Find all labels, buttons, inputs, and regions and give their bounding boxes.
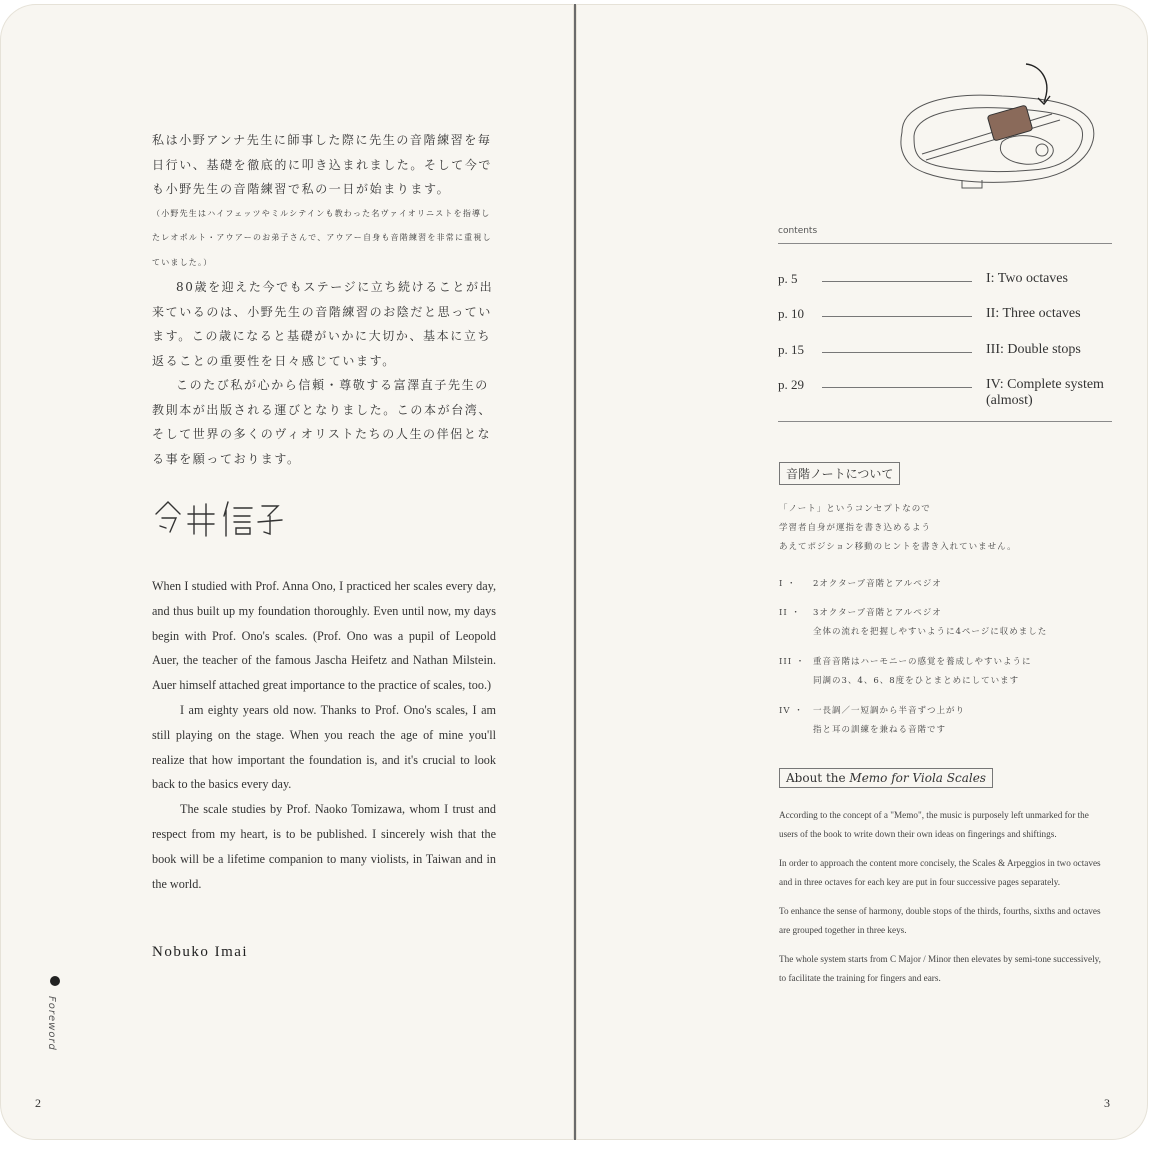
toc-title: II: Three octaves — [986, 306, 1081, 321]
toc-entry[interactable] — [778, 306, 1112, 328]
toc-title: IV: Complete system (almost) — [986, 377, 1104, 408]
english-notes — [779, 806, 1109, 998]
toc-page: p. 5 — [778, 271, 798, 286]
section-label: Foreword — [46, 996, 57, 1051]
toc-entry[interactable] — [778, 342, 1112, 364]
en-note-paragraph: The whole system starts from C Major / Minor then elevates by semi-tone successively, to facilitate the training for fingers and ears. — [779, 954, 1101, 983]
list-text: 一長調／一短調から半音ずつ上がり — [813, 706, 966, 716]
contents-label: contents — [778, 226, 818, 236]
author-name: Nobuko Imai — [152, 944, 249, 960]
en-paragraph: When I studied with Prof. Anna Ono, I practiced her scales every day, and thus built up my foundation thoroughly. Even until now, my days begin with Prof. Ono's scales. (Prof. Ono was a pupil of Leopold Auer, the teacher of the famous Jascha Heifetz and Nathan Milstein. Auer himself attached great importance to the practice of scales, too.) — [152, 579, 496, 693]
toc-entry[interactable] — [778, 377, 1112, 408]
toc-page: p. 15 — [778, 342, 804, 357]
jp-list-item — [779, 575, 1109, 594]
list-number: III ・ — [779, 657, 806, 667]
section-dot-icon — [50, 976, 60, 986]
toc-leader-line — [822, 316, 972, 317]
page-gutter — [574, 4, 576, 1140]
viola-case-illustration-icon — [892, 62, 1102, 192]
list-text: 2オクターブ音階とアルペジオ — [813, 579, 942, 589]
list-text: 重音音階はハーモニーの感覚を養成しやすいように — [813, 657, 1032, 667]
toc-title: I: Two octaves — [986, 271, 1068, 286]
jp-paragraph: 私は小野アンナ先生に師事した際に先生の音階練習を毎日行い、基礎を徹底的に叩き込まれました。そして今でも小野先生の音階練習で私の一日が始まります。 — [152, 133, 493, 196]
jp-list-item — [779, 702, 1109, 740]
toc-page: p. 29 — [778, 377, 804, 392]
jp-section-heading: 音階ノートについて — [779, 462, 900, 485]
handwritten-signature — [150, 492, 290, 540]
jp-list-item — [779, 604, 1109, 642]
jp-intro-line: あえてポジション移動のヒントを書き入れていません。 — [779, 542, 1017, 552]
jp-intro-line: 「ノート」というコンセプトなので — [779, 504, 931, 514]
jp-paragraph: 80歳を迎えた今でもステージに立ち続けることが出来ているのは、小野先生の音階練習のお陰だと思っています。この歳になると基礎がいかに大切か、基本に立ち返ることの重要性を日々感じています。 — [152, 280, 494, 368]
japanese-foreword — [152, 128, 497, 471]
heading-text: About the — [786, 771, 850, 785]
list-text: 3オクターブ音階とアルペジオ — [813, 608, 942, 618]
toc-page: p. 10 — [778, 306, 804, 321]
toc-leader-line — [822, 387, 972, 388]
list-number: I ・ — [779, 579, 797, 589]
list-number: II ・ — [779, 608, 801, 618]
list-text: 同調の3、4、6、8度をひとまとめにしています — [813, 676, 1020, 686]
divider-line — [778, 243, 1112, 244]
en-section-heading — [779, 768, 993, 788]
list-text: 指と耳の訓練を兼ねる音階です — [813, 725, 947, 735]
en-paragraph: I am eighty years old now. Thanks to Prof. Ono's scales, I am still playing on the stage. When you reach the age of mine you'll realize that how important the foundation is, and it's crucial to look back to the basics every day. — [152, 702, 496, 792]
heading-italic-text: Memo for Viola Scales — [849, 771, 986, 785]
english-foreword — [152, 574, 496, 896]
list-number: IV ・ — [779, 706, 804, 716]
jp-intro — [779, 500, 1109, 557]
divider-line — [778, 421, 1112, 422]
en-note-paragraph: According to the concept of a "Memo", the music is purposely left unmarked for the users of the book to write down their own ideas on fingerings and shiftings. — [779, 810, 1089, 839]
jp-note: （小野先生はハイフェッツやミルシテインも教わった名ヴァイオリニストを指導したレオポルト・アウアーのお弟子さんで、アウアー自身も音階練習を非常に重視していました。） — [152, 208, 492, 267]
page-number-left: 2 — [35, 1096, 41, 1110]
list-text: 全体の流れを把握しやすいように4ページに収めました — [813, 627, 1048, 637]
jp-intro-line: 学習者自身が運指を書き込めるよう — [779, 523, 932, 533]
en-note-paragraph: In order to approach the content more concisely, the Scales & Arpeggios in two octaves and in three octaves for each key are put in four successive pages separately. — [779, 858, 1101, 887]
jp-paragraph: このたび私が心から信頼・尊敬する富澤直子先生の教則本が出版される運びとなりました。この本が台湾、そして世界の多くのヴィオリストたちの人生の伴侶となる事を願っております。 — [152, 378, 493, 466]
en-paragraph: The scale studies by Prof. Naoko Tomizawa, whom I trust and respect from my heart, is to be published. I sincerely wish that the book will be a lifetime companion to many violists, in Taiwan and in the world. — [152, 802, 496, 891]
toc-leader-line — [822, 352, 972, 353]
jp-list-item — [779, 653, 1109, 691]
toc-title: III: Double stops — [986, 342, 1081, 357]
en-note-paragraph: To enhance the sense of harmony, double stops of the thirds, fourths, sixths and octaves are grouped together in three keys. — [779, 906, 1101, 935]
toc-entry[interactable] — [778, 271, 1112, 293]
page-number-right: 3 — [1104, 1096, 1110, 1110]
toc-leader-line — [822, 281, 972, 282]
